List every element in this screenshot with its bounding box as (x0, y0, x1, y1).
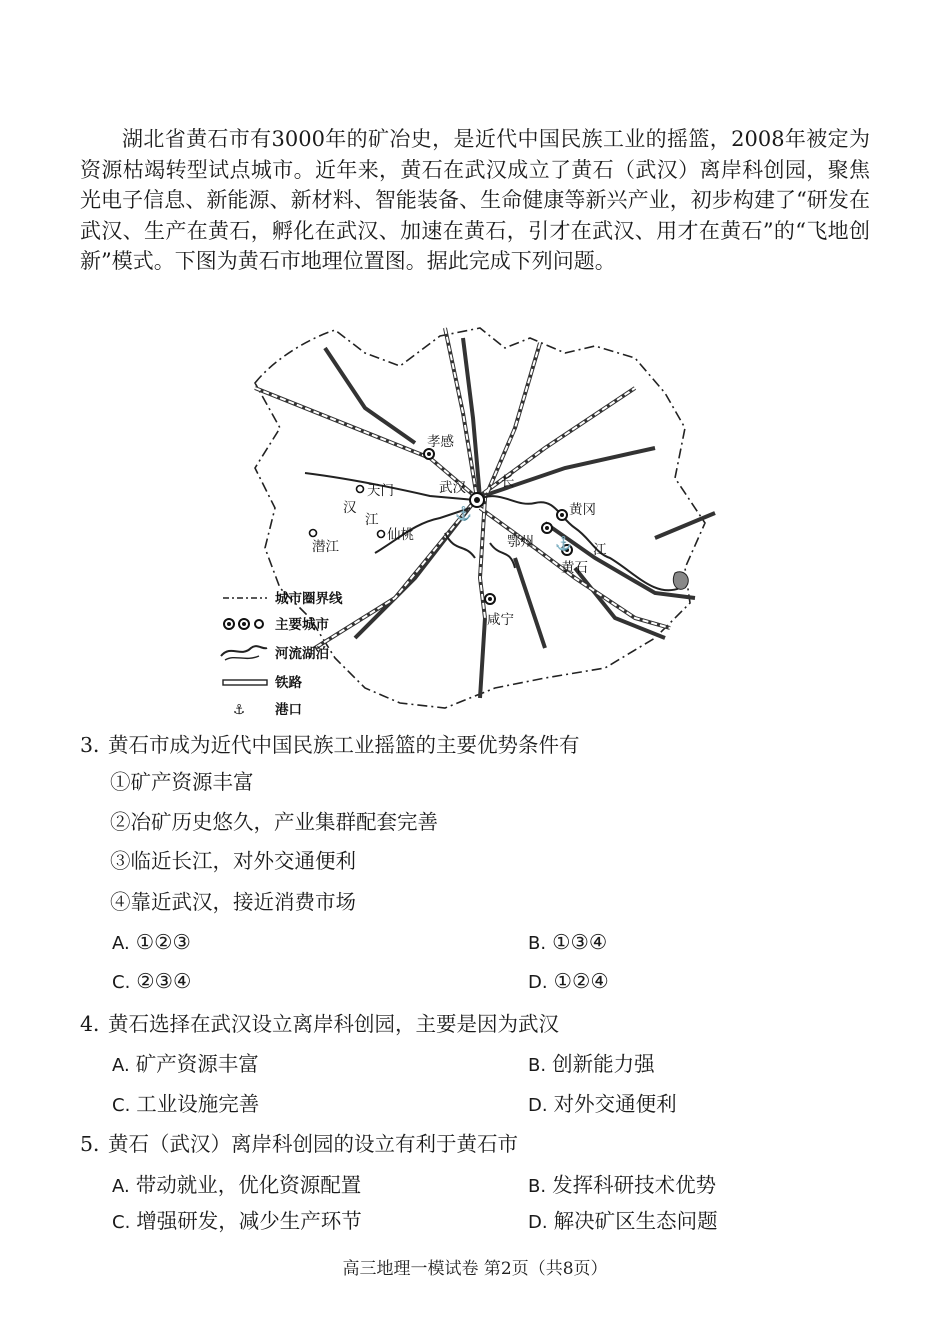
legend-river: 河流湖泊 (275, 646, 329, 662)
q5-option-a[interactable]: A. 带动就业，优化资源配置 (112, 1173, 362, 1197)
port-icon: ⚓ (555, 536, 572, 552)
question-text: 黄石市成为近代中国民族工业摇篮的主要优势条件有 (108, 733, 580, 757)
question-number: 3． (80, 733, 114, 757)
river-label-han-2: 江 (365, 512, 379, 528)
q3-option-d[interactable]: D. ①②④ (528, 969, 609, 993)
map-legend (221, 590, 343, 718)
river-label-chang-1: 长 (501, 474, 515, 490)
statement-1: ①矿产资源丰富 (110, 770, 254, 794)
city-marker-qianjiang (310, 530, 317, 537)
legend-railway: 铁路 (275, 675, 302, 691)
legend-city: 主要城市 (275, 617, 329, 633)
question-3-stem (80, 731, 580, 759)
river-label-han-1: 汉 (343, 500, 357, 516)
question-5-stem (80, 1130, 518, 1158)
city-marker-xiantao (378, 531, 385, 538)
question-4-stem (80, 1010, 559, 1038)
question-text: 黄石选择在武汉设立离岸科创园，主要是因为武汉 (108, 1012, 559, 1036)
lake (673, 572, 688, 590)
port-icon: ⚓ (455, 506, 472, 522)
question-number: 5． (80, 1132, 114, 1156)
city-label-huanggang: 黄冈 (569, 502, 596, 518)
q4-option-c[interactable]: C. 工业设施完善 (112, 1092, 260, 1116)
page-footer: 高三地理一模试卷 第2页（共8页） (342, 1259, 608, 1279)
city-label-huangshi: 黄石 (561, 560, 588, 576)
river-label-chang-2: 江 (593, 542, 607, 558)
legend-port: 港口 (275, 702, 302, 718)
q4-option-a[interactable]: A. 矿产资源丰富 (112, 1052, 259, 1076)
q4-option-b[interactable]: B. 创新能力强 (528, 1052, 655, 1076)
intro-paragraph: 湖北省黄石市有3000年的矿冶史，是近代中国民族工业的摇篮，2008年被定为资源枯竭转型试点城市。近年来，黄石在武汉成立了黄石（武汉）离岸科创园，聚焦光电子信息、新能源、新材料、智能装备、生命健康等新兴产业，初步构建了“研发在武汉、生产在黄石，孵化在武汉、加速在黄石，引才在武汉、用才在黄石”的“飞地创新”模式。下图为黄石市地理位置图。据此完成下列问题。 (80, 127, 870, 273)
question-text: 黄石（武汉）离岸科创园的设立有利于黄石市 (108, 1132, 518, 1156)
legend-boundary: 城市圈界线 (275, 591, 343, 607)
huangshi-location-map (215, 318, 735, 718)
city-label-xiaogan: 孝感 (427, 434, 454, 450)
q4-option-d[interactable]: D. 对外交通便利 (528, 1092, 677, 1116)
statement-3: ③临近长江，对外交通便利 (110, 849, 356, 873)
city-label-xiantao: 仙桃 (387, 527, 414, 543)
statement-2: ②冶矿历史悠久，产业集群配套完善 (110, 810, 438, 834)
q5-option-b[interactable]: B. 发挥科研技术优势 (528, 1173, 717, 1197)
question-number: 4． (80, 1012, 114, 1036)
q5-option-c[interactable]: C. 增强研发，减少生产环节 (112, 1209, 362, 1233)
city-label-qianjiang: 潜江 (312, 539, 339, 555)
city-marker-tianmen (357, 486, 364, 493)
statement-4: ④靠近武汉，接近消费市场 (110, 890, 356, 914)
q5-option-d[interactable]: D. 解决矿区生态问题 (528, 1209, 718, 1233)
city-label-xianning: 咸宁 (487, 612, 514, 628)
city-label-wuhan: 武汉 (439, 480, 466, 496)
city-label-tianmen: 天门 (367, 483, 394, 499)
q3-option-c[interactable]: C. ②③④ (112, 969, 192, 993)
city-label-ezhou: 鄂州 (507, 534, 534, 550)
major-cities (310, 449, 573, 604)
legend-port-icon: ⚓ (233, 702, 246, 718)
q3-option-a[interactable]: A. ①②③ (112, 930, 191, 954)
q3-option-b[interactable]: B. ①③④ (528, 930, 608, 954)
